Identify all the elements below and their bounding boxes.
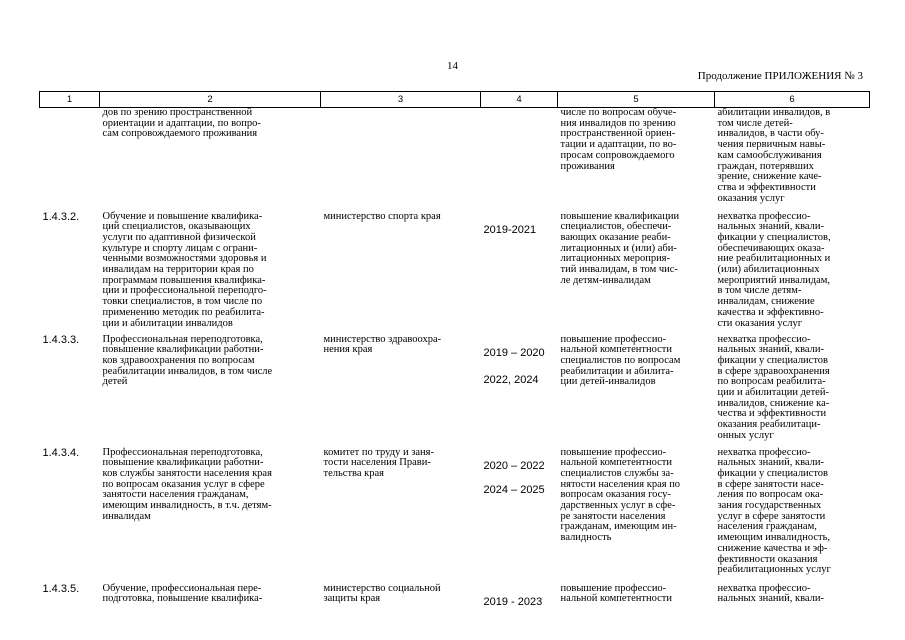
years-line: 2019-2021: [483, 223, 537, 236]
consequence-cell: нехватка профессио- нальных знаний, квали- фикации у специалистов, обеспечивающих оказа- ние реабилитационных и (или) абилитационных мероприятий инвалидам, в том числе детям- инвалидам, снижение качества и эффективно- сти оказания услуг: [717, 210, 831, 329]
years-line: 2020 – 2022: [483, 459, 545, 472]
executor-cell: министерство здравоохра- нения края: [323, 333, 442, 356]
result-cell: повышение профессио- нальной компетентности специалистов по вопросам реабилитации и абилита- ции детей-инвалидов: [560, 333, 681, 388]
column-header: 1: [40, 92, 100, 108]
column-header: 2: [100, 92, 321, 108]
executor-cell: министерство социальной защиты края: [323, 582, 441, 605]
table-row: [40, 584, 870, 620]
column-header: 3: [321, 92, 481, 108]
years-cell: [481, 212, 558, 335]
consequence-cell: нехватка профессио- нальных знаний, квали- фикации у специалистов в сфере занятости насе- ления по вопросам ока- зания государственных услуг в сфере занятости населения гражданам, имеющим инвалидность, снижение качества и эф- фективности оказания реабилитационных услуг: [717, 446, 831, 576]
event-cell: дов по зрению пространственной ориентации и адаптации, по вопро- сам сопровождаемого проживания: [102, 107, 261, 140]
executor-cell: [321, 108, 481, 212]
consequence-cell: нехватка профессио- нальных знаний, квали- фикации у специалистов в сфере здравоохранения по вопросам реабилита- ции и абилитации детей- инвалидов, снижение ка- чества и эффективности оказания реабилитаци- онных услуг: [717, 333, 830, 441]
event-cell: Профессиональная переподготовка, повышение квалификации работни- ков службы занятости населения края по вопросам оказания услуг в сфере занятости населения гражданам, имеющим инвалидность, в т.ч. детям- инвалидам: [102, 446, 272, 522]
executor-cell: министерство спорта края: [323, 210, 441, 222]
item-number: 1.4.3.4.: [42, 446, 80, 459]
column-header: 5: [558, 92, 715, 108]
result-cell: числе по вопросам обуче- ния инвалидов по зрению пространственной ориен- тации и адаптации, по во- просам сопровождаемого проживания: [560, 107, 677, 172]
item-number: [40, 108, 100, 212]
column-header: 4: [481, 92, 558, 108]
continuation-label: Продолжение ПРИЛОЖЕНИЯ № 3: [697, 70, 863, 82]
table-row: [40, 108, 870, 212]
years-cell: [481, 108, 558, 212]
years-cell: [481, 448, 558, 584]
result-cell: повышение профессио- нальной компетентности специалистов службы за- нятости населения края по вопросам оказания госу- дарственных услуг в сфе- ре занятости населения гражданам, имеющим ин- валидность: [560, 446, 681, 544]
appendix-table: [39, 91, 870, 620]
years-line: 2019 – 2020: [483, 346, 545, 359]
years-line: 2022, 2024: [483, 373, 539, 386]
table-header-row: [40, 92, 870, 108]
table-row: [40, 335, 870, 448]
table-row: [40, 212, 870, 335]
table-row: [40, 448, 870, 584]
executor-cell: комитет по труду и заня- тости населения Прави- тельства края: [323, 446, 434, 479]
years-line: 2024 – 2025: [483, 483, 545, 496]
column-header: 6: [715, 92, 870, 108]
item-number: 1.4.3.2.: [42, 210, 80, 223]
years-cell: [481, 335, 558, 448]
consequence-cell: абилитации инвалидов, в том числе детей- инвалидов, в части обу- чения первичным навы- кам самообслуживания граждан, потерявших зрение, снижение каче- ства и эффективности оказания услуг: [717, 107, 831, 204]
event-cell: Профессиональная переподготовка, повышение квалификации работни- ков здравоохранения по вопросам реабилитации инвалидов, в том числе детей: [102, 333, 273, 388]
result-cell: повышение квалификации специалистов, обеспечи- вающих оказание реаби- литационных и (или) аби- литационных мероприя- тий инвалидам, в том чис- ле детям-инвалидам: [560, 210, 680, 286]
event-cell: Обучение и повышение квалифика- ций специалистов, оказывающих услуги по адаптивной физической культуре и спорту лицам с ограни- ченными возможностями здоровья и инвалидам на территории края по программам повышения квалифика- ции и профессиональной переподго- товки специалистов, в том числе по применению методик по реабилита- ции и абилитации инвалидов: [102, 210, 267, 329]
consequence-cell: нехватка профессио- нальных знаний, квали-: [717, 582, 825, 605]
item-number: 1.4.3.3.: [42, 333, 80, 346]
years-line: 2019 - 2023: [483, 595, 543, 608]
years-cell: [481, 584, 558, 620]
result-cell: повышение профессио- нальной компетентности: [560, 582, 673, 605]
item-number: 1.4.3.5.: [42, 582, 80, 595]
event-cell: Обучение, профессиональная пере- подготовка, повышение квалифика-: [102, 582, 263, 605]
page-number: 14: [447, 60, 458, 72]
